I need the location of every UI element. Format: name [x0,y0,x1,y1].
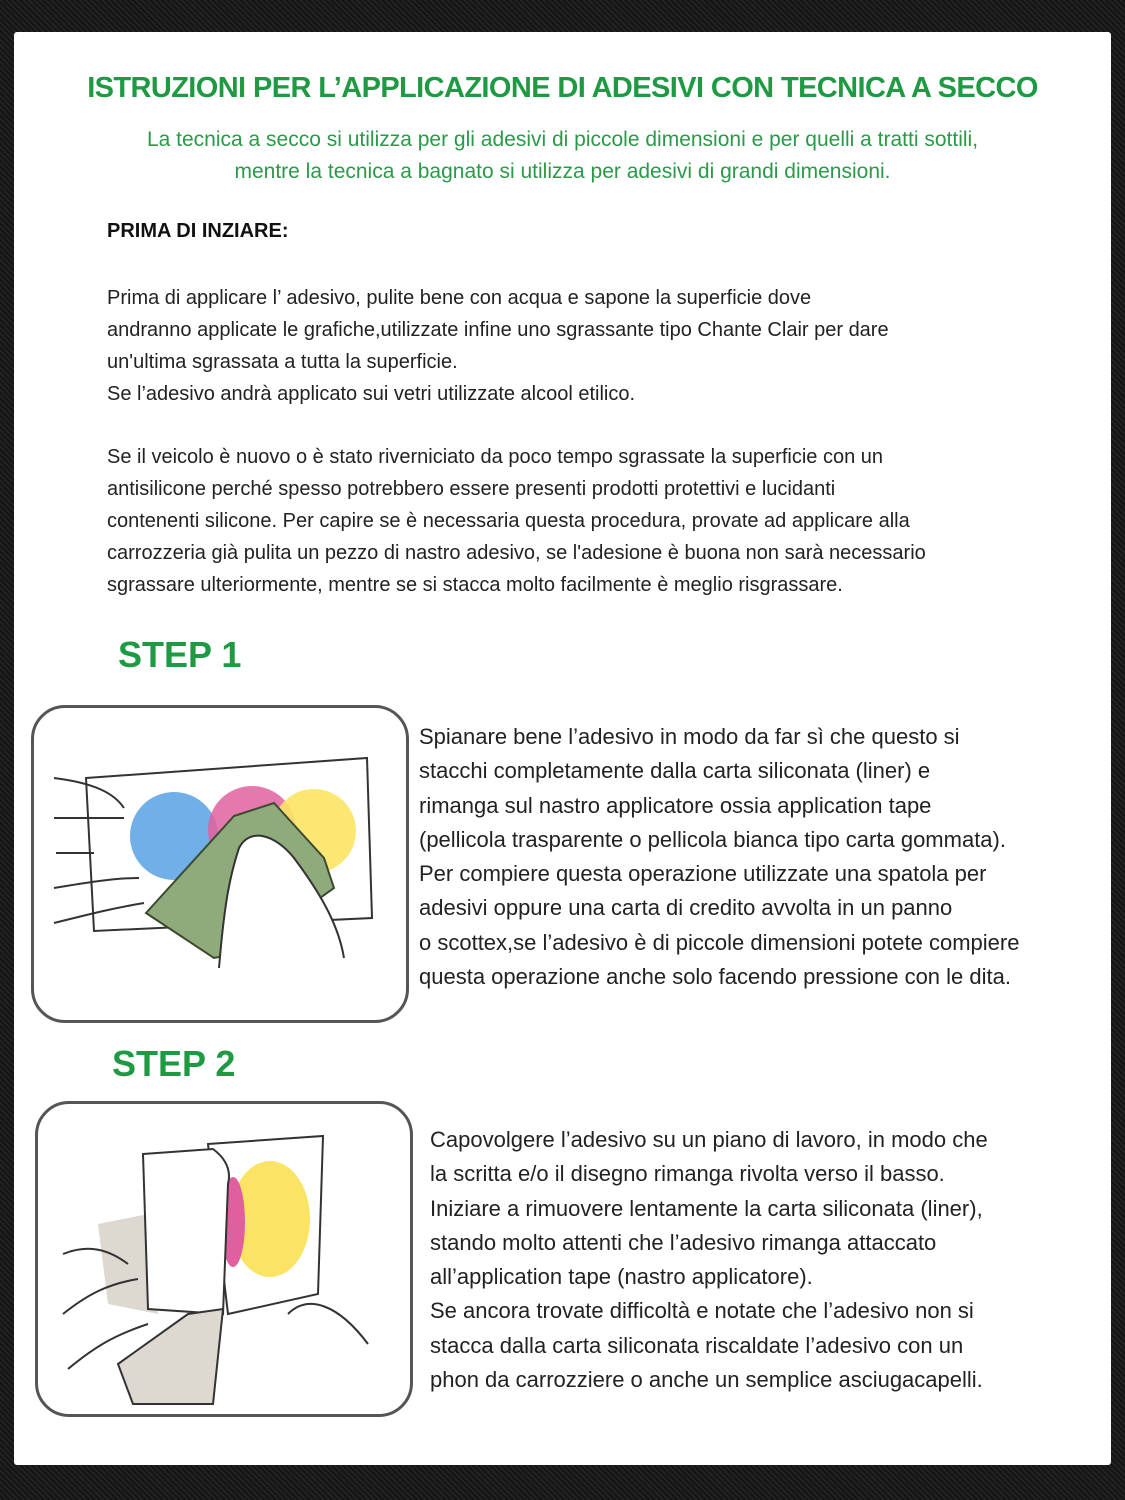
text-line: Spianare bene l’adesivo in modo da far sì che questo si [419,724,960,749]
text-line: Per compiere questa operazione utilizzate una spatola per [419,861,987,887]
step-1-illustration [31,705,409,1023]
step-2-heading: STEP 2 [112,1043,236,1084]
squeegee-illustration [34,708,406,1020]
text-line: Capovolgere l’adesivo su un piano di lavoro, in modo che [430,1127,988,1152]
text-line: Prima di applicare l’ adesivo, pulite bene con acqua e sapone la superficie dove [107,287,812,309]
step-1-text [419,720,1019,994]
subtitle [0,124,1125,188]
step-2-text [430,1123,988,1397]
text-line: Iniziare a rimuovere lentamente la carta siliconata (liner), [430,1195,983,1221]
intro-heading: PRIMA DI INZIARE: [107,220,289,242]
text-line: Se l’adesivo andrà applicato sui vetri utilizzate alcool etilico. [107,383,636,405]
peel-liner-illustration [38,1104,410,1414]
text-line: Se il veicolo è nuovo o è stato riverniciato da poco tempo sgrassate la superficie con un [107,446,883,468]
text-line: adesivi oppure una carta di credito avvolta in un panno [419,895,953,921]
text-line: stacchi completamente dalla carta siliconata (liner) e [419,758,931,784]
text-line: sgrassare ulteriormente, mentre se si stacca molto facilmente è meglio risgrassare. [107,574,843,596]
text-line: andranno applicate le grafiche,utilizzate infine uno sgrassante tipo Chante Clair per dare [107,319,889,341]
step-1-heading: STEP 1 [118,634,242,675]
text-line: (pellicola trasparente o pellicola bianca tipo carta gommata). [419,826,1006,852]
subtitle-line: La tecnica a secco si utilizza per gli adesivi di piccole dimensioni e per quelli a tratti sottili, [146,128,979,151]
text-line: phon da carrozziere o anche un semplice asciugacapelli. [430,1367,983,1393]
text-line: all’application tape (nastro applicatore). [430,1264,813,1290]
intro-paragraph-2 [107,441,926,601]
text-line: contenenti silicone. Per capire se è necessaria questa procedura, provate ad applicare alla [107,510,910,532]
text-line: Se ancora trovate difficoltà e notate che l’adesivo non si [430,1298,974,1324]
text-line: stacca dalla carta siliconata riscaldate l’adesivo con un [430,1332,964,1358]
text-line: un'ultima sgrassata a tutta la superficie. [107,351,458,373]
intro-paragraph-1 [107,282,889,410]
text-line: questa operazione anche solo facendo pressione con le dita. [419,964,1011,990]
step-2-illustration [35,1101,413,1417]
text-line: stando molto attenti che l’adesivo rimanga attaccato [430,1229,937,1255]
text-line: o scottex,se l’adesivo è di piccole dimensioni potete compiere [419,929,1020,955]
text-line: antisilicone perché spesso potrebbero essere presenti prodotti protettivi e lucidanti [107,478,836,500]
text-line: la scritta e/o il disegno rimanga rivolta verso il basso. [430,1161,945,1187]
text-line: carrozzeria già pulita un pezzo di nastro adesivo, se l'adesione è buona non sarà necessario [107,542,926,564]
text-line: rimanga sul nastro applicatore ossia application tape [419,792,932,818]
page-title: ISTRUZIONI PER L’APPLICAZIONE DI ADESIVI CON TECNICA A SECCO [87,72,1038,104]
subtitle-line: mentre la tecnica a bagnato si utilizza per adesivi di grandi dimensioni. [234,160,891,183]
